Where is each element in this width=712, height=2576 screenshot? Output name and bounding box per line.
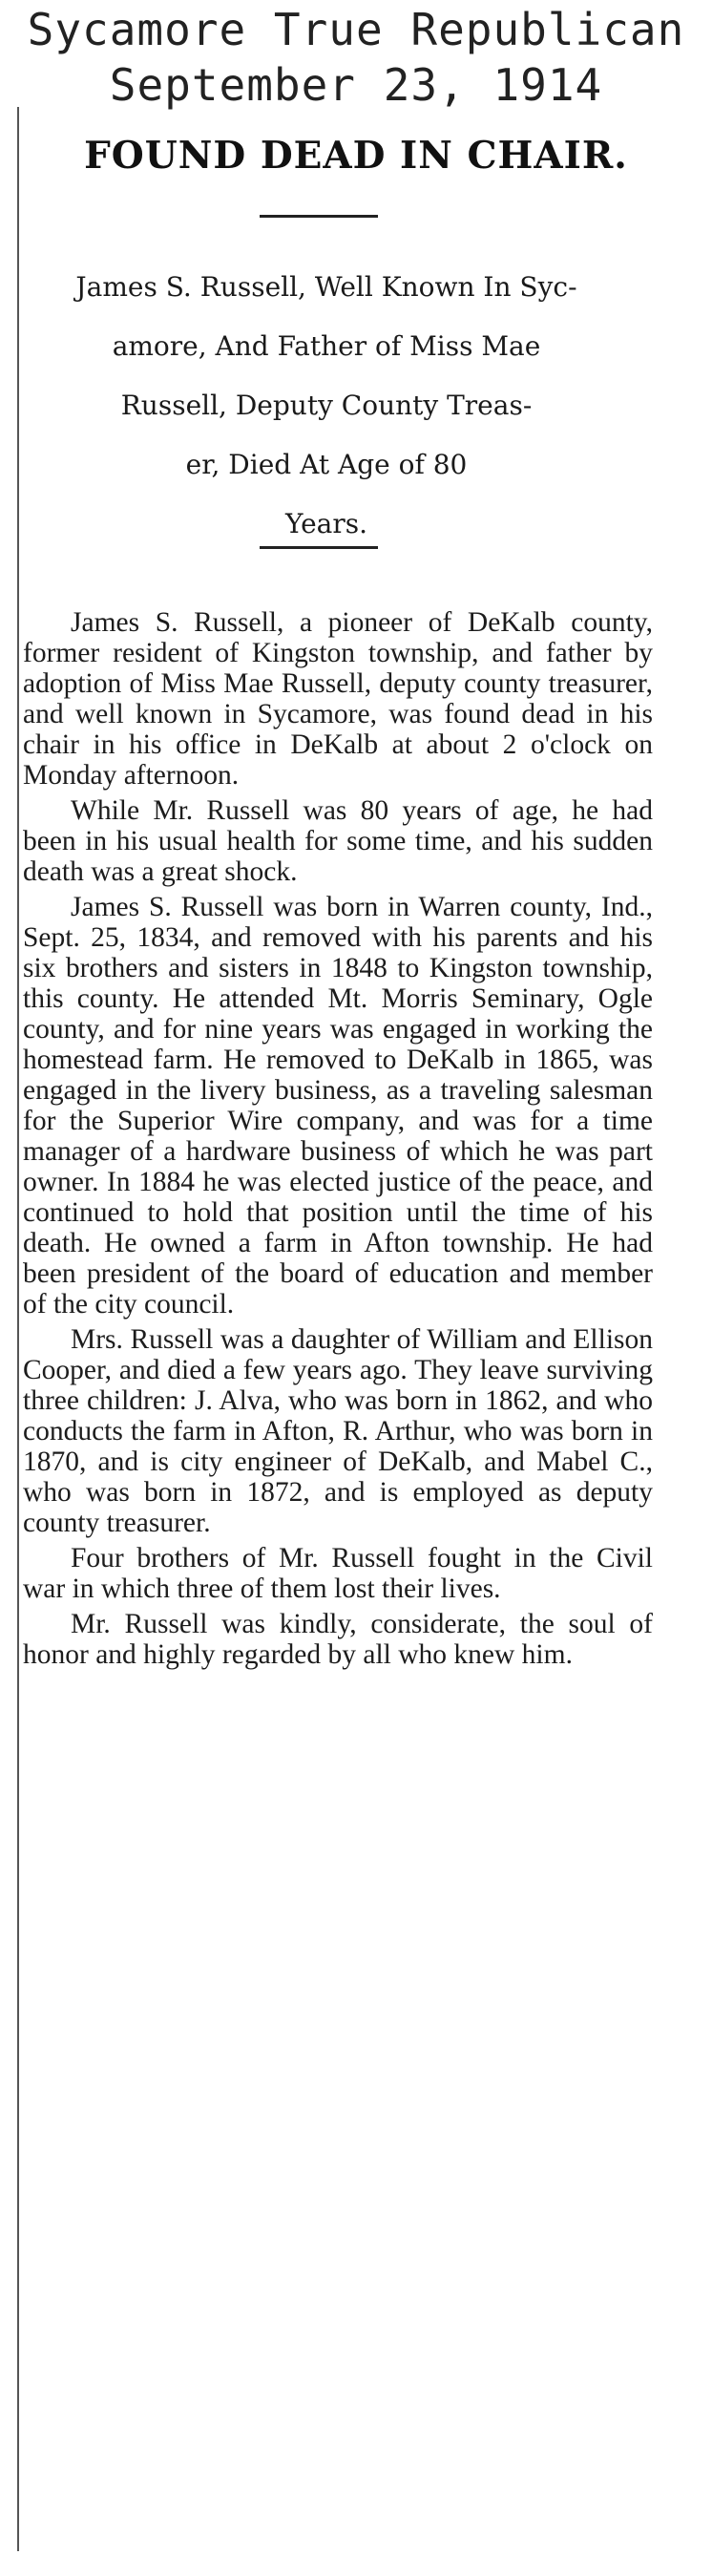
article-paragraph: Four brothers of Mr. Russell fought in the Civil war in which three of them lost their lives.: [23, 1543, 653, 1604]
headline-divider: [260, 215, 378, 218]
deck-line: Years.: [285, 508, 367, 539]
deck-line: Russell, Deputy County Treas-: [120, 390, 533, 421]
deck-line: er, Died At Age of 80: [185, 449, 468, 480]
deck-divider: [260, 546, 378, 549]
article-paragraph: Mr. Russell was kindly, considerate, the soul of honor and highly regarded by all who knew him.: [23, 1609, 653, 1670]
article-paragraph: James S. Russell, a pioneer of DeKalb county, former resident of Kingston township, and father by adoption of Miss Mae Russell, deputy county treasurer, and well known in Sycamore, was found dead in his chair in his office in DeKalb at about 2 o'clock on Monday afternoon.: [23, 607, 653, 791]
article-paragraph: While Mr. Russell was 80 years of age, he had been in his usual health for some time, and his sudden death was a great shock.: [23, 795, 653, 887]
article-body: [23, 607, 653, 1670]
deck-line: amore, And Father of Miss Mae: [112, 330, 541, 362]
publication-date: September 23, 1914: [109, 59, 603, 111]
publication-name: Sycamore True Republican: [27, 4, 685, 55]
article-paragraph: Mrs. Russell was a daughter of William and Ellison Cooper, and died a few years ago. They leave surviving three children: J. Alva, who was born in 1862, and who conducts the farm in Afton, R. Arthur, who was born in 1870, and is city engineer of DeKalb, and Mabel C., who was born in 1872, and is employed as deputy county treasurer.: [23, 1324, 653, 1538]
article-deck: [23, 258, 630, 554]
article-paragraph: James S. Russell was born in Warren county, Ind., Sept. 25, 1834, and removed with his parents and his six brothers and sisters in 1848 to Kingston township, this county. He attended Mt. Morris Seminary, Ogle county, and for nine years was engaged in working the homestead farm. He removed to DeKalb in 1865, was engaged in the livery business, as a traveling salesman for the Superior Wire company, and was for a time manager of a hardware business of which he was part owner. In 1884 he was elected justice of the peace, and continued to hold that position until the time of his death. He owned a farm in Afton township. He had been president of the board of education and member of the city council.: [23, 892, 653, 1320]
deck-line: James S. Russell, Well Known In Syc-: [75, 271, 577, 303]
article-headline: FOUND DEAD IN CHAIR.: [84, 134, 628, 178]
column-rule: [17, 107, 19, 2551]
